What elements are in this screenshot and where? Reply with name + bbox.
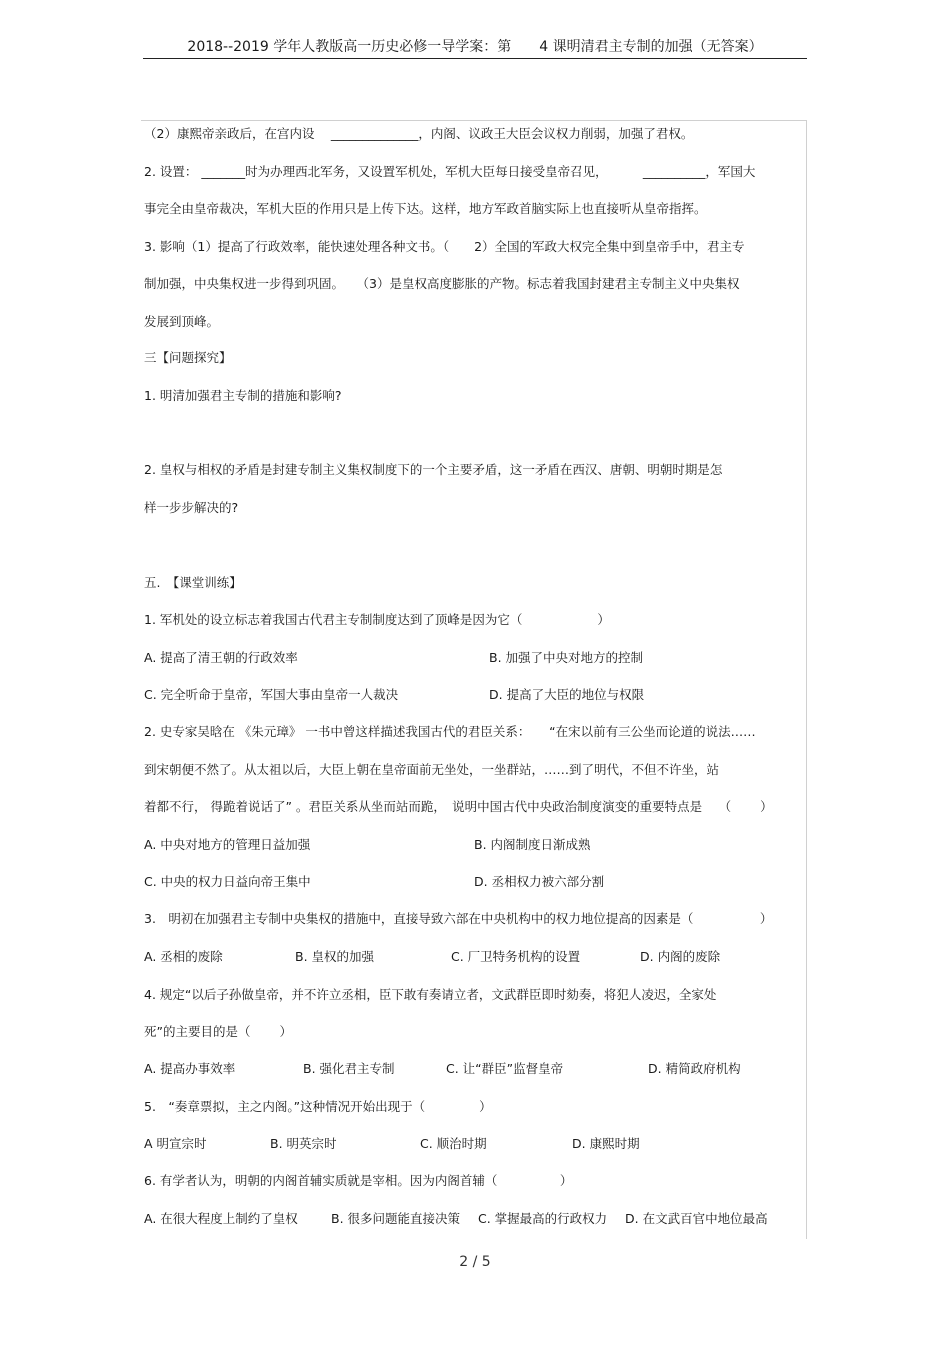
text-line: 样一步步解决的? — [144, 500, 239, 515]
question: 2. 皇权与相权的矛盾是封建专制主义集权制度下的一个主要矛盾，这一矛盾在西汉、唐朝、明朝时期是怎 — [144, 462, 723, 477]
option-c: C. 掌握最高的行政权力 — [478, 1211, 608, 1226]
text-line: 事完全由皇帝裁决，军机大臣的作用只是上传下达。这样，地方军政首脑实际上也直接听从皇帝指挥。 — [144, 201, 707, 216]
question: 6. 有学者认为，明朝的内阁首辅实质就是宰相。因为内阁首辅（ ） — [144, 1173, 573, 1188]
option-a: A. 在很大程度上制约了皇权 — [144, 1211, 298, 1226]
text-line: 2. 设置： _______时为办理西北军务，又设置军机处，军机大臣每日接受皇帝召见， __________，军国大 — [144, 164, 756, 179]
text-line: 到宋朝便不然了。从太祖以后，大臣上朝在皇帝面前无坐处，一坐群站，……到了明代，不但不许坐，站 — [144, 762, 720, 777]
section-heading: 三【问题探究】 — [144, 350, 232, 365]
option-c: C. 厂卫特务机构的设置 — [451, 949, 581, 964]
option-c: C. 顺治时期 — [420, 1136, 487, 1151]
option-a: A. 中央对地方的管理日益加强 — [144, 837, 311, 852]
text-line: 发展到顶峰。 — [144, 314, 220, 329]
option-c: C. 让“群臣”监督皇帝 — [446, 1061, 564, 1076]
option-a: A. 提高办事效率 — [144, 1061, 236, 1076]
option-d: D. 内阁的废除 — [640, 949, 721, 964]
text-line: 着都不行， 得跪着说话了” 。君臣关系从坐而站而跪， 说明中国古代中央政治制度演变的重要特点是 （ ） — [144, 799, 773, 814]
option-b: B. 加强了中央对地方的控制 — [489, 650, 644, 665]
option-d: D. 丞相权力被六部分割 — [474, 874, 605, 889]
option-b: B. 强化君主专制 — [303, 1061, 395, 1076]
page-header: 2018--2019 学年人教版高一历史必修一导学案：第 4 课明清君主专制的加强（无答案） — [143, 38, 807, 59]
question: 1. 军机处的设立标志着我国古代君主专制制度达到了顶峰是因为它（ ） — [144, 612, 610, 627]
text-line: 3. 影响（1）提高了行政效率，能快速处理各种文书。（ 2）全国的军政大权完全集中到皇帝手中，君主专 — [144, 239, 745, 254]
text-line: 死”的主要目的是（ ） — [144, 1024, 292, 1039]
text-line: （2）康熙帝亲政后，在宫内设 ______________，内阁、议政王大臣会议权力削弱，加强了君权。 — [144, 126, 694, 141]
section-heading: 五. 【课堂训练】 — [144, 575, 242, 590]
page-number: 2 / 5 — [459, 1254, 491, 1270]
option-a: A. 提高了清王朝的行政效率 — [144, 650, 298, 665]
question: 4. 规定“以后子孙做皇帝，并不许立丞相，臣下敢有奏请立者，文武群臣即时劾奏，将犯人凌迟，全家处 — [144, 987, 717, 1002]
question: 1. 明清加强君主专制的措施和影响? — [144, 388, 342, 403]
option-b: B. 明英宗时 — [270, 1136, 337, 1151]
option-d: D. 在文武百官中地位最高 — [625, 1211, 768, 1226]
option-b: B. 内阁制度日渐成熟 — [474, 837, 591, 852]
question: 5. “奏章票拟，主之内阁。”这种情况开始出现于（ ） — [144, 1099, 492, 1114]
option-c: C. 完全听命于皇帝，军国大事由皇帝一人裁决 — [144, 687, 399, 702]
text-line: 制加强，中央集权进一步得到巩固。 （3）是皇权高度膨胀的产物。标志着我国封建君主专制主义中央集权 — [144, 276, 740, 291]
question: 2. 史专家吴晗在 《朱元璋》 一书中曾这样描述我国古代的君臣关系： “在宋以前有三公坐而论道的说法…… — [144, 724, 756, 739]
question: 3. 明初在加强君主专制中央集权的措施中，直接导致六部在中央机构中的权力地位提高的因素是（ ） — [144, 911, 773, 926]
option-c: C. 中央的权力日益向帝王集中 — [144, 874, 311, 889]
option-a: A. 丞相的废除 — [144, 949, 223, 964]
option-a: A 明宣宗时 — [144, 1136, 207, 1151]
option-d: D. 康熙时期 — [572, 1136, 640, 1151]
option-d: D. 提高了大臣的地位与权限 — [489, 687, 645, 702]
option-d: D. 精简政府机构 — [648, 1061, 741, 1076]
option-b: B. 很多问题能直接决策 — [331, 1211, 461, 1226]
option-b: B. 皇权的加强 — [295, 949, 375, 964]
